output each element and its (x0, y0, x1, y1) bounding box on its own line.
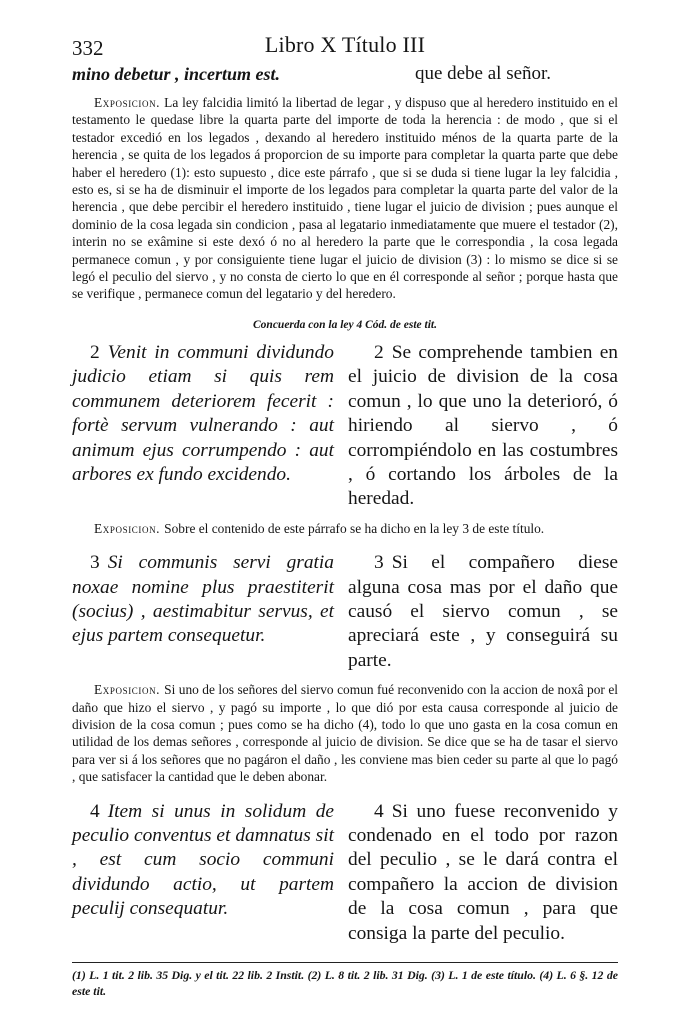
running-head: Libro X Título III (264, 32, 426, 57)
latin-body: Si communis servi gratia noxae nomine plus praestiterit (socius) , aestimabitur servus, et ejus partem consequetur. (72, 552, 334, 647)
continuation-lines (72, 62, 618, 86)
exposition-text: La ley falcidia limitó la libertad de legar , y dispuso que al heredero instituido en el testamento le quedase libre la quarta parte del importe de toda la herencia : de modo , que si el testador excedió en los legados , dexando al heredero instituido ménos de la quarta parte de la herencia , se quita de los legados á proporcion de su importe para completar la quarta parte que debe haber el heredero (1): esto supuesto , dice este párrafo , que si se duda si tiene lugar la ley falcidia , esto es, si se ha de disminuir el importe de los legados para completar la quarta parte del valor de la herencia , que debe percibir el heredero instituido , tiene lugar el juicio de division ; pues aunque el dominio de la cosa legada sin condicion , pasa al legatario inmediatamente que muere el testador (2), interin no se exâmine si este dexó ó no al heredero la parte que le correspondia , la cosa legada permanece comun , y por consiguiente tiene lugar el juicio de division (3) : lo mismo se dice si se legó el peculio del siervo , y no consta de cierto lo que en él corresponde al señor ; porque hasta que se verifique , permanece comun del legatario y del heredero. (72, 95, 618, 302)
latin-text (72, 800, 334, 946)
paragraph-number: 4 (90, 800, 100, 822)
paragraph-number: 2 (90, 341, 100, 363)
law-paragraph-3 (72, 551, 618, 673)
exposition-3 (72, 681, 618, 785)
paragraph-number: 3 (374, 552, 384, 574)
page-header (72, 28, 618, 62)
latin-body: Item si unus in solidum de peculio conventus et damnatus sit , est cum socio communi dividundo actio, ut partem peculij consequatur. (72, 800, 334, 920)
law-paragraph-4 (72, 800, 618, 946)
paragraph-number: 2 (374, 341, 384, 363)
law-paragraph-2 (72, 341, 618, 512)
spanish-text (348, 551, 618, 673)
footnotes: (1) L. 1 tit. 2 lib. 35 Dig. y el tit. 22 lib. 2 Instit. (2) L. 8 tit. 2 lib. 31 Dig. (3) L. 1 de este título. (4) L. 6 §. 12 de este tit. (72, 968, 618, 999)
book-page (72, 28, 618, 999)
exposition-1 (72, 94, 618, 303)
paragraph-number: 4 (374, 800, 384, 822)
page-number: 332 (72, 36, 104, 60)
spanish-text (348, 800, 618, 946)
concordance-note: Concuerda con la ley 4 Cód. de este tit. (253, 318, 437, 331)
exposition-label: Exposicion. (94, 520, 161, 536)
exposition-text: Si uno de los señores del siervo comun fué reconvenido con la accion de noxâ por el daño que hizo el siervo , y pagó su importe , lo que dió por esta causa corresponde al juicio de division de la cosa comun ; pues como se ha dicho (4), todo lo que uno gasta en la cosa comun en utilidad de los demas señores , corresponde al juicio de division. Se dice que se ha de tasar el siervo para ver si á los señores que no pagáron el daño , les conviene mas bien ceder su parte al que lo pagó , que satisfacer la cantidad que le deben abonar. (72, 682, 618, 785)
spanish-text (348, 341, 618, 512)
latin-continuation: mino debetur , incertum est. (72, 64, 281, 84)
paragraph-number: 3 (90, 552, 100, 574)
latin-text (72, 551, 334, 673)
spanish-body: Si el compañero diese alguna cosa mas por el daño que causó el siervo comun , se apreciará este , y conseguirá su parte. (348, 552, 618, 671)
latin-text (72, 341, 334, 512)
latin-body: Venit in communi dividundo judicio etiam si quis rem communem deteriorem fecerit : fortè servum vulnerando : aut animum ejus corrumpendo : aut arbores ex fundo excidendo. (72, 341, 334, 485)
exposition-label: Exposicion. (94, 682, 161, 698)
spanish-body: Se comprehende tambien en el juicio de division de la cosa comun , lo que uno la deterioró, ó hiriendo al siervo , ó corrompiéndolo en las costumbres , ó cortando los árboles de la heredad. (348, 341, 618, 510)
spanish-continuation: que debe al señor. (414, 63, 552, 84)
exposition-2 (72, 520, 618, 537)
exposition-text: Sobre el contenido de este párrafo se ha dicho en la ley 3 de este título. (164, 520, 545, 536)
footnote-rule (72, 962, 618, 963)
spanish-body: Si uno fuese reconvenido y condenado en el todo por razon del peculio , se le dará contra el compañero la accion de division de la cosa comun , para que consiga la parte del peculio. (348, 800, 618, 944)
exposition-label: Exposicion. (94, 95, 161, 110)
